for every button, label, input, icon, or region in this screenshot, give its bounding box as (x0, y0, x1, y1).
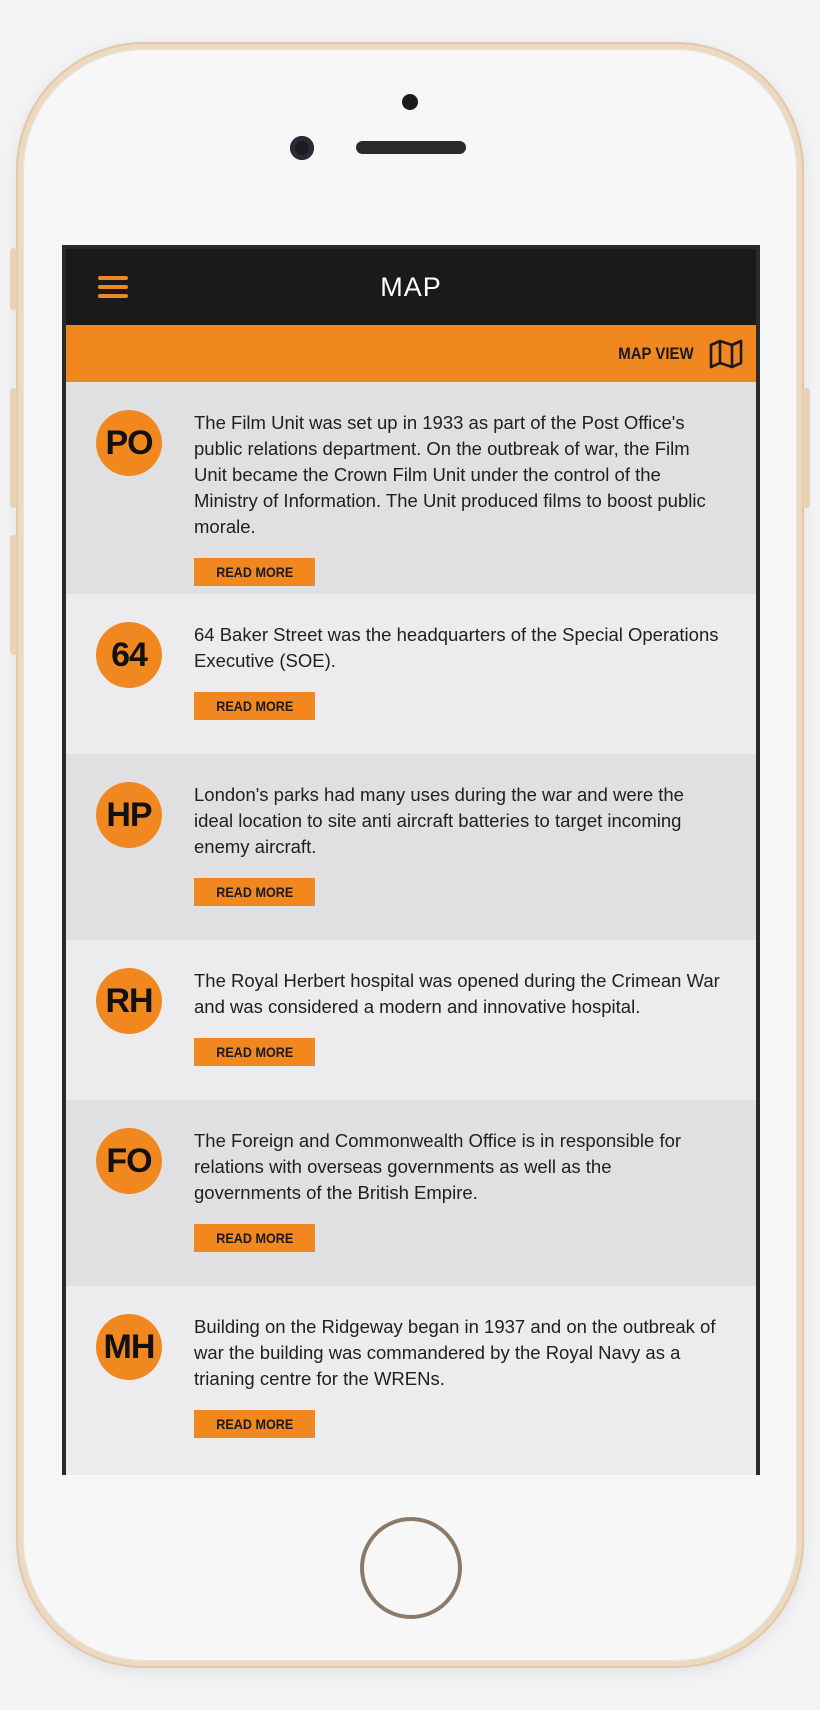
app-screen (62, 245, 760, 1475)
list-item (66, 754, 756, 940)
location-badge: RH (96, 968, 162, 1034)
item-description: 64 Baker Street was the headquarters of the Special Operations Executive (SOE). (194, 624, 719, 671)
list-item (66, 382, 756, 594)
read-more-button[interactable]: READ MORE (194, 1224, 315, 1252)
item-description: London's parks had many uses during the war and were the ideal location to site anti aircraft batteries to target incoming enemy aircraft. (194, 784, 684, 857)
read-more-button[interactable]: READ MORE (194, 1410, 315, 1438)
view-toolbar (66, 325, 756, 382)
location-badge: PO (96, 410, 162, 476)
read-more-button[interactable]: READ MORE (194, 878, 315, 906)
proximity-sensor (402, 94, 418, 110)
list-item (66, 1286, 756, 1475)
item-description: Building on the Ridgeway began in 1937 and on the outbreak of war the building was commandered by the Royal Navy as a trianing centre for the WRENs. (194, 1316, 716, 1389)
volume-up-button (10, 388, 17, 508)
map-icon (708, 339, 744, 369)
item-description: The Royal Herbert hospital was opened during the Crimean War and was considered a modern and innovative hospital. (194, 970, 720, 1017)
read-more-button[interactable]: READ MORE (194, 558, 315, 586)
mute-switch (10, 248, 17, 310)
list-item (66, 940, 756, 1100)
front-camera (290, 136, 314, 160)
page-title: MAP (380, 272, 442, 302)
read-more-button[interactable]: READ MORE (194, 692, 315, 720)
list-item (66, 594, 756, 754)
location-badge: 64 (96, 622, 162, 688)
location-badge: HP (96, 782, 162, 848)
location-badge: MH (96, 1314, 162, 1380)
home-button[interactable] (360, 1517, 462, 1619)
read-more-button[interactable]: READ MORE (194, 1038, 315, 1066)
location-badge: FO (96, 1128, 162, 1194)
map-view-button[interactable] (608, 325, 744, 382)
volume-down-button (10, 535, 17, 655)
map-view-label: MAP VIEW (618, 343, 694, 363)
power-button (803, 388, 810, 508)
list-item (66, 1100, 756, 1286)
item-description: The Foreign and Commonwealth Office is in responsible for relations with overseas governments as well as the governments of the British Empire. (194, 1130, 682, 1203)
earpiece-speaker (356, 141, 466, 154)
app-header (66, 249, 756, 325)
item-description: The Film Unit was set up in 1933 as part of the Post Office's public relations department. On the outbreak of war, the Film Unit became the Crown Film Unit under the control of the Ministry of Information. The Unit produced films to boost public morale. (194, 412, 706, 537)
